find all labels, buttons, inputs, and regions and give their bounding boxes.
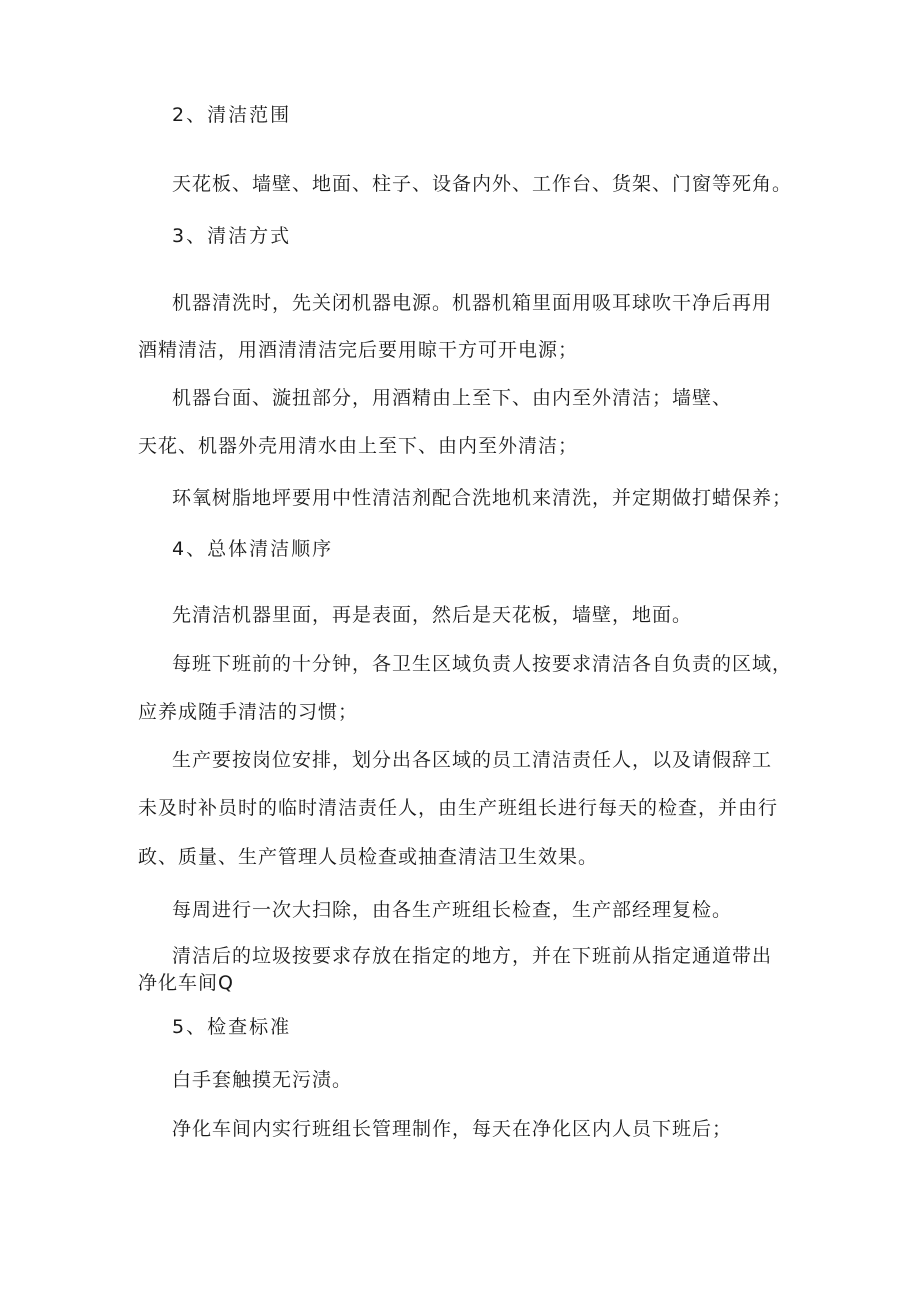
paragraph-line: 清洁后的垃圾按要求存放在指定的地方，并在下班前从指定通道带出	[172, 945, 773, 967]
paragraph-line: 净化车间Q	[138, 972, 234, 994]
paragraph-line: 白手套触摸无污渍。	[172, 1069, 353, 1091]
paragraph-line: 酒精清洁，用酒清清洁完后要用晾干方可开电源；	[138, 339, 579, 361]
paragraph-line: 每班下班前的十分钟，各卫生区域负责人按要求清洁各自负责的区域，	[172, 653, 793, 675]
section-heading-standard: 5、检查标准	[172, 1016, 292, 1038]
paragraph-line: 生产要按岗位安排，划分出各区域的员工清洁责任人，以及请假辞工	[172, 749, 773, 771]
section-heading-order: 4、总体清洁顺序	[172, 538, 334, 560]
paragraph-line: 每周进行一次大扫除，由各生产班组长检查，生产部经理复检。	[172, 899, 733, 921]
paragraph-line: 机器台面、漩扭部分，用酒精由上至下、由内至外清洁；墙壁、	[172, 387, 733, 409]
paragraph-line: 环氧树脂地坪要用中性清洁剂配合洗地机来清洗，并定期做打蜡保养；	[172, 487, 793, 509]
paragraph-line: 先清洁机器里面，再是表面，然后是天花板，墙壁，地面。	[172, 604, 693, 626]
paragraph-line: 未及时补员时的临时清洁责任人，由生产班组长进行每天的检查，并由行	[138, 797, 779, 819]
paragraph-line: 净化车间内实行班组长管理制作，每天在净化区内人员下班后；	[172, 1118, 733, 1140]
paragraph-line: 天花、机器外壳用清水由上至下、由内至外清洁；	[138, 435, 579, 457]
section-heading-method: 3、清洁方式	[172, 225, 292, 247]
paragraph-line: 应养成随手清洁的习惯；	[138, 701, 359, 723]
paragraph-line: 政、质量、生产管理人员检查或抽查清洁卫生效果。	[138, 846, 599, 868]
paragraph-line: 天花板、墙壁、地面、柱子、设备内外、工作台、货架、门窗等死角。	[172, 173, 793, 195]
section-heading-scope: 2、清洁范围	[172, 104, 292, 126]
paragraph-line: 机器清洗时，先关闭机器电源。机器机箱里面用吸耳球吹干净后再用	[172, 292, 773, 314]
